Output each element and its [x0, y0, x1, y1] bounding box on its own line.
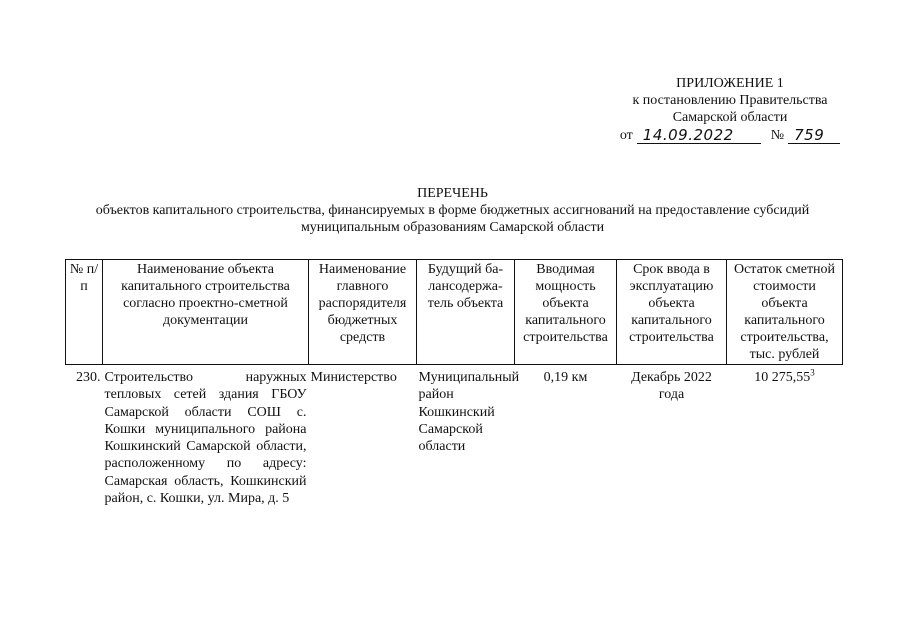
header-name: Наименование объекта капитального строительства согласно проектно-сметной документации [103, 260, 309, 365]
title-line-2: муниципальным образованиям Самарской области [300, 220, 605, 235]
header-balance: Остаток сметной стоимости объекта капитального строительства, тыс. рублей [727, 260, 843, 365]
cell-deadline: Декабрь 2022 года [631, 370, 712, 403]
title-line-1: объектов капитального строительства, финансируемых в форме бюджетных ассигнований на предоставление субсидий [95, 203, 810, 218]
cell-name: Строительство наружных тепловых сетей здания ГБОУ Самарской области СОШ с. Кошки муниципального района Кошкинский Самарской области, расположенному по адресу: Самарская область, Кошкинский район, с. Кошки, ул. Мира, д. 5 [104, 370, 307, 507]
cell-num: 230. [76, 370, 101, 385]
header-manager: Наименование главного распорядителя бюджетных средств [309, 260, 417, 365]
balance-value: 10 275,55 [754, 370, 811, 385]
appendix-region-line: Самарской области [672, 110, 788, 125]
table-header-row [66, 260, 843, 365]
header-num: № п/п [66, 260, 103, 365]
header-holder: Будущий ба-лансодержа-тель объекта [417, 260, 515, 365]
cell-holder: Муниципальный район Кошкинский Самарской области [418, 370, 520, 455]
balance-footnote: 3 [810, 367, 815, 378]
document-title [30, 185, 875, 236]
header-deadline: Срок ввода в эксплуатацию объекта капитального строительства [617, 260, 727, 365]
appendix-title: ПРИЛОЖЕНИЕ 1 [676, 76, 784, 91]
appendix-header [600, 75, 860, 144]
cell-capacity: 0,19 км [543, 370, 588, 385]
cell-balance [727, 365, 843, 512]
cell-manager: Министерство [310, 370, 397, 385]
handwritten-date: 14.09.2022 [637, 127, 761, 144]
appendix-resolution-line: к постановлению Правительства [632, 93, 828, 108]
appendix-date-number [600, 127, 860, 144]
number-label: № [770, 128, 785, 143]
from-label: от [619, 128, 633, 143]
header-capacity: Вводимая мощность объекта капитального строительства [515, 260, 617, 365]
handwritten-number: 759 [788, 127, 840, 144]
title-heading: ПЕРЕЧЕНЬ [417, 186, 488, 201]
objects-table [65, 259, 843, 511]
table-row [66, 365, 843, 512]
